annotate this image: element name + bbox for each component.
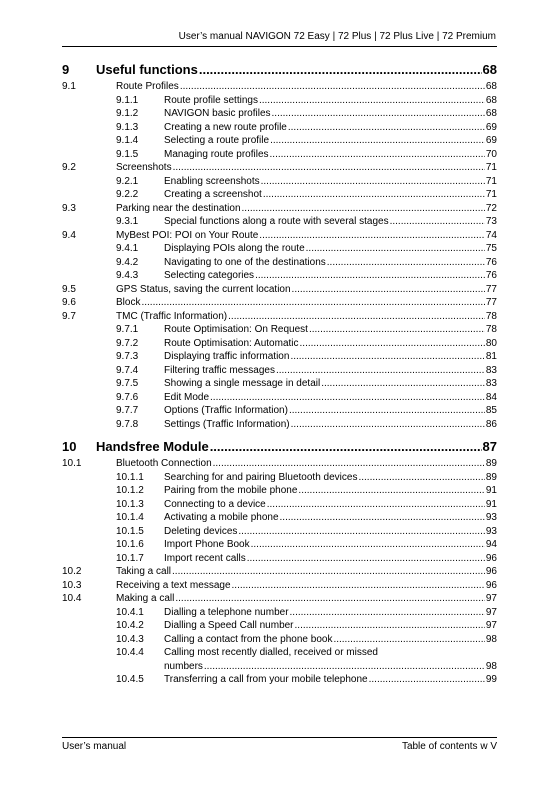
toc-entry[interactable] xyxy=(62,634,497,648)
toc-entry[interactable] xyxy=(62,62,497,81)
toc-entry-page: 89 xyxy=(485,471,497,483)
toc-entry[interactable] xyxy=(62,593,497,607)
toc-entry-title: Pairing from the mobile phone xyxy=(164,485,298,496)
toc-entry[interactable] xyxy=(62,674,497,688)
toc-entry[interactable] xyxy=(62,81,497,95)
toc-entry-number: 10.1.4 xyxy=(116,512,144,523)
toc-entry-title: Showing a single message in detail xyxy=(164,378,321,389)
toc-entry-title: Receiving a text message xyxy=(116,579,231,591)
toc-entry-number: 9.4.2 xyxy=(116,256,139,268)
toc-entry-page: 71 xyxy=(485,162,497,173)
toc-entry-number: 9.7.7 xyxy=(116,405,139,416)
toc-leader-dots xyxy=(270,135,485,146)
footer-right: Table of contents w V xyxy=(401,741,497,752)
toc-leader-dots xyxy=(210,439,482,454)
toc-leader-dots xyxy=(261,176,485,187)
toc-leader-dots xyxy=(199,62,482,77)
toc-entry-number: 10.3 xyxy=(62,579,82,591)
toc-entry-title: Displaying traffic information xyxy=(164,351,290,362)
toc-leader-dots xyxy=(300,338,485,349)
toc-entry-number: 9.4.3 xyxy=(116,270,139,281)
running-header: User’s manual NAVIGON 72 Easy | 72 Plus | 72 Plus Live | 72 Premium xyxy=(178,31,496,42)
toc-entry-number: 9.4 xyxy=(62,229,76,241)
toc-entry-page: 83 xyxy=(485,378,497,389)
toc-entry-page: 96 xyxy=(485,566,497,577)
toc-entry-page: 81 xyxy=(485,351,497,362)
toc-entry-page: 72 xyxy=(485,202,497,214)
toc-entry-title: Edit Mode xyxy=(164,391,210,403)
toc-entry-title: Options (Traffic Information) xyxy=(164,405,288,416)
toc-entry-title: Connecting to a device xyxy=(164,498,266,510)
toc-entry-number: 9.7.1 xyxy=(116,324,139,335)
toc-leader-dots xyxy=(204,661,485,672)
toc-entry-number: 9.2.2 xyxy=(116,189,139,200)
toc-entry-title: Screenshots xyxy=(116,162,172,173)
toc-entry-page: 97 xyxy=(485,620,497,631)
toc-entry-number: 9.2.1 xyxy=(116,175,139,187)
toc-leader-dots xyxy=(267,499,485,510)
toc-entry[interactable] xyxy=(62,607,497,621)
toc-leader-dots xyxy=(298,485,484,496)
toc-entry-title: Route Optimisation: On Request xyxy=(164,324,308,335)
toc-entry-page: 71 xyxy=(485,175,497,187)
toc-leader-dots xyxy=(210,392,485,403)
toc-entry[interactable] xyxy=(62,324,497,338)
toc-entry-title: Bluetooth Connection xyxy=(116,458,212,469)
toc-entry-title: Navigating to one of the destinations xyxy=(164,256,326,268)
toc-entry-page: 85 xyxy=(485,405,497,416)
toc-entry-page: 78 xyxy=(485,324,497,335)
toc-entry-page: 80 xyxy=(485,337,497,349)
toc-leader-dots xyxy=(295,620,485,631)
toc-entry-number: 10 xyxy=(62,439,77,454)
toc-entry-title: Managing route profiles xyxy=(164,148,269,160)
toc-entry-page: 99 xyxy=(485,674,497,685)
section-spacer xyxy=(62,432,497,439)
toc-entry-page: 77 xyxy=(485,297,497,308)
toc-entry-number: 10.4.1 xyxy=(116,606,144,618)
toc-entry-title: Route Optimisation: Automatic xyxy=(164,337,299,349)
toc-entry[interactable] xyxy=(62,378,497,392)
toc-entry-title: Selecting categories xyxy=(164,270,255,281)
toc-entry-page: 74 xyxy=(485,229,497,241)
toc-leader-dots xyxy=(141,297,484,308)
toc-leader-dots xyxy=(289,405,485,416)
toc-entry-page: 68 xyxy=(485,94,497,106)
toc-entry-page: 97 xyxy=(485,606,497,618)
toc-entry[interactable] xyxy=(62,439,497,458)
toc-entry[interactable] xyxy=(62,392,497,406)
toc-entry-title: Route Profiles xyxy=(116,81,179,92)
toc-entry[interactable] xyxy=(62,472,497,486)
toc-leader-dots xyxy=(270,149,485,160)
toc-entry-title: Creating a new route profile xyxy=(164,121,287,133)
toc-entry-number: 10.2 xyxy=(62,566,82,577)
toc-entry-title: Enabling screenshots xyxy=(164,175,260,187)
toc-entry-page: 68 xyxy=(482,62,497,77)
toc-entry-page: 78 xyxy=(485,310,497,322)
toc-entry-number: 9.1.4 xyxy=(116,135,139,146)
toc-entry[interactable] xyxy=(62,135,497,149)
toc-entry-number: 9.1.5 xyxy=(116,148,139,160)
toc-entry-title: Handsfree Module xyxy=(96,439,209,454)
toc-entry-number: 10.1.6 xyxy=(116,539,144,550)
toc-entry[interactable] xyxy=(62,297,497,311)
toc-entry-number: 9.4.1 xyxy=(116,243,139,254)
toc-entry[interactable] xyxy=(62,580,497,594)
toc-entry-number: 9.1.2 xyxy=(116,108,139,119)
toc-entry-title: Route profile settings xyxy=(164,94,258,106)
toc-entry-title: Calling a contact from the phone book xyxy=(164,633,333,645)
toc-entry[interactable] xyxy=(62,162,497,176)
toc-entry-title: Special functions along a route with several stages xyxy=(164,216,389,227)
toc-entry[interactable] xyxy=(62,419,497,433)
toc-entry[interactable] xyxy=(62,270,497,284)
toc-entry-title: Selecting a route profile xyxy=(164,135,270,146)
toc-entry-page: 87 xyxy=(482,439,497,454)
toc-entry-number: 9.7.2 xyxy=(116,337,139,349)
table-of-contents xyxy=(62,62,497,688)
toc-leader-dots xyxy=(292,284,485,295)
toc-entry[interactable] xyxy=(62,176,497,190)
toc-entry[interactable] xyxy=(62,485,497,499)
toc-entry-page: 75 xyxy=(485,243,497,254)
toc-leader-dots xyxy=(309,324,485,335)
toc-leader-dots xyxy=(247,553,485,564)
toc-leader-dots xyxy=(259,230,485,241)
footer-rule xyxy=(62,737,497,738)
toc-entry-title-cont: numbers xyxy=(164,660,203,672)
toc-leader-dots xyxy=(276,365,485,376)
toc-entry-title: Displaying POIs along the route xyxy=(164,243,305,254)
toc-entry-title: Searching for and pairing Bluetooth devices xyxy=(164,471,358,483)
toc-entry-page: 76 xyxy=(485,256,497,268)
toc-leader-dots xyxy=(173,162,485,173)
toc-entry-page: 71 xyxy=(485,189,497,200)
toc-entry-title: Import Phone Book xyxy=(164,539,250,550)
toc-entry-number: 10.1.7 xyxy=(116,552,144,564)
toc-leader-dots xyxy=(291,419,485,430)
toc-entry[interactable] xyxy=(62,539,497,553)
toc-leader-dots xyxy=(288,122,485,133)
toc-entry-number: 9.1 xyxy=(62,81,76,92)
toc-leader-dots xyxy=(390,216,485,227)
toc-leader-dots xyxy=(321,378,485,389)
toc-entry-number: 9.6 xyxy=(62,297,76,308)
toc-leader-dots xyxy=(175,593,485,604)
toc-entry[interactable] xyxy=(62,338,497,352)
toc-entry-title: Filtering traffic messages xyxy=(164,364,275,376)
toc-leader-dots xyxy=(242,203,485,214)
toc-entry-number: 9.3.1 xyxy=(116,216,139,227)
toc-entry-title: Dialling a Speed Call number xyxy=(164,620,294,631)
toc-entry-number: 9.5 xyxy=(62,283,76,295)
toc-entry-number: 9.3 xyxy=(62,202,76,214)
toc-leader-dots xyxy=(232,580,485,591)
toc-entry-page: 93 xyxy=(485,512,497,523)
toc-entry-page: 96 xyxy=(485,579,497,591)
toc-entry[interactable] xyxy=(62,203,497,217)
toc-entry-page: 93 xyxy=(485,525,497,537)
toc-entry-page: 91 xyxy=(485,498,497,510)
toc-entry-continuation[interactable] xyxy=(62,661,497,675)
toc-entry-page: 84 xyxy=(485,391,497,403)
toc-entry-title: TMC (Traffic Information) xyxy=(116,310,228,322)
toc-entry-number: 10.1 xyxy=(62,458,82,469)
toc-entry-title: Calling most recently dialled, received or missed xyxy=(164,647,378,658)
toc-entry-title: Deleting devices xyxy=(164,525,238,537)
toc-entry-number: 9.7.8 xyxy=(116,418,139,430)
toc-entry-number: 10.1.1 xyxy=(116,471,144,483)
toc-entry-number: 10.1.3 xyxy=(116,498,144,510)
toc-leader-dots xyxy=(251,539,485,550)
toc-entry-title: NAVIGON basic profiles xyxy=(164,108,271,119)
toc-entry-number: 10.4 xyxy=(62,593,82,604)
toc-entry-number: 9.1.1 xyxy=(116,94,139,106)
toc-entry-number: 10.4.3 xyxy=(116,633,144,645)
toc-entry-page: 86 xyxy=(485,418,497,430)
toc-entry-title: Transferring a call from your mobile telephone xyxy=(164,674,368,685)
toc-entry-page: 77 xyxy=(485,283,497,295)
toc-entry-title: Useful functions xyxy=(96,62,198,77)
toc-entry[interactable] xyxy=(62,122,497,136)
toc-leader-dots xyxy=(263,189,485,200)
toc-entry-number: 10.1.5 xyxy=(116,525,144,537)
toc-entry[interactable] xyxy=(62,311,497,325)
toc-entry-page: 98 xyxy=(485,660,497,672)
toc-entry[interactable] xyxy=(62,499,497,513)
toc-entry[interactable] xyxy=(62,458,497,472)
toc-entry-page: 97 xyxy=(485,593,497,604)
toc-entry-number: 10.1.2 xyxy=(116,485,144,496)
toc-entry-number: 9.7.4 xyxy=(116,364,139,376)
toc-leader-dots xyxy=(327,257,485,268)
footer-left: User’s manual xyxy=(62,741,127,752)
header-rule xyxy=(62,46,497,47)
toc-entry-page: 69 xyxy=(485,135,497,146)
toc-leader-dots xyxy=(172,566,485,577)
toc-entry-title: Activating a mobile phone xyxy=(164,512,279,523)
toc-entry-number: 9.2 xyxy=(62,162,76,173)
toc-entry-page: 89 xyxy=(485,458,497,469)
toc-entry-page: 98 xyxy=(485,633,497,645)
toc-entry-number: 10.4.5 xyxy=(116,674,144,685)
toc-leader-dots xyxy=(228,311,485,322)
toc-entry-title: Settings (Traffic Information) xyxy=(164,418,290,430)
toc-leader-dots xyxy=(333,634,484,645)
toc-entry-title: Creating a screenshot xyxy=(164,189,262,200)
toc-entry[interactable] xyxy=(62,149,497,163)
toc-entry-title: Dialling a telephone number xyxy=(164,606,289,618)
toc-leader-dots xyxy=(213,458,485,469)
toc-entry-page: 69 xyxy=(485,121,497,133)
toc-entry-page: 70 xyxy=(485,148,497,160)
toc-entry-page: 94 xyxy=(485,539,497,550)
toc-leader-dots xyxy=(280,512,485,523)
toc-entry-number: 9 xyxy=(62,62,70,77)
toc-entry-page: 96 xyxy=(485,552,497,564)
toc-entry[interactable] xyxy=(62,512,497,526)
toc-leader-dots xyxy=(180,81,485,92)
toc-entry-number: 9.7 xyxy=(62,310,76,322)
toc-entry-number: 9.7.5 xyxy=(116,378,139,389)
toc-entry[interactable] xyxy=(62,526,497,540)
toc-entry[interactable] xyxy=(62,243,497,257)
toc-leader-dots xyxy=(238,526,485,537)
toc-entry-page: 68 xyxy=(485,81,497,92)
toc-entry[interactable] xyxy=(62,230,497,244)
toc-entry-page: 91 xyxy=(485,485,497,496)
toc-entry[interactable] xyxy=(62,647,497,661)
toc-entry[interactable] xyxy=(62,351,497,365)
toc-entry-title: Block xyxy=(116,297,141,308)
toc-leader-dots xyxy=(306,243,485,254)
toc-entry[interactable] xyxy=(62,95,497,109)
toc-entry-number: 10.4.4 xyxy=(116,647,144,658)
toc-leader-dots xyxy=(259,95,485,106)
toc-leader-dots xyxy=(290,351,484,362)
toc-entry[interactable] xyxy=(62,108,497,122)
toc-leader-dots xyxy=(358,472,484,483)
toc-entry[interactable] xyxy=(62,365,497,379)
toc-entry[interactable] xyxy=(62,284,497,298)
toc-entry-title: Import recent calls xyxy=(164,552,246,564)
toc-entry[interactable] xyxy=(62,553,497,567)
toc-leader-dots xyxy=(290,607,485,618)
toc-entry[interactable] xyxy=(62,620,497,634)
toc-entry[interactable] xyxy=(62,216,497,230)
toc-leader-dots xyxy=(272,108,485,119)
toc-entry-title: MyBest POI: POI on Your Route xyxy=(116,229,259,241)
toc-entry-number: 9.7.3 xyxy=(116,351,139,362)
toc-entry[interactable] xyxy=(62,566,497,580)
toc-entry-title: Making a call xyxy=(116,593,175,604)
toc-entry-title: Taking a call xyxy=(116,566,172,577)
toc-leader-dots xyxy=(255,270,485,281)
toc-entry[interactable] xyxy=(62,257,497,271)
toc-entry-title: GPS Status, saving the current location xyxy=(116,283,291,295)
toc-entry-page: 76 xyxy=(485,270,497,281)
toc-entry[interactable] xyxy=(62,405,497,419)
toc-entry-number: 9.1.3 xyxy=(116,121,139,133)
toc-entry-page: 83 xyxy=(485,364,497,376)
toc-entry-page: 73 xyxy=(485,216,497,227)
toc-entry-number: 10.4.2 xyxy=(116,620,144,631)
toc-entry-page: 68 xyxy=(485,108,497,119)
toc-leader-dots xyxy=(369,674,485,685)
toc-entry[interactable] xyxy=(62,189,497,203)
toc-entry-title: Parking near the destination xyxy=(116,202,241,214)
toc-entry-number: 9.7.6 xyxy=(116,391,139,403)
